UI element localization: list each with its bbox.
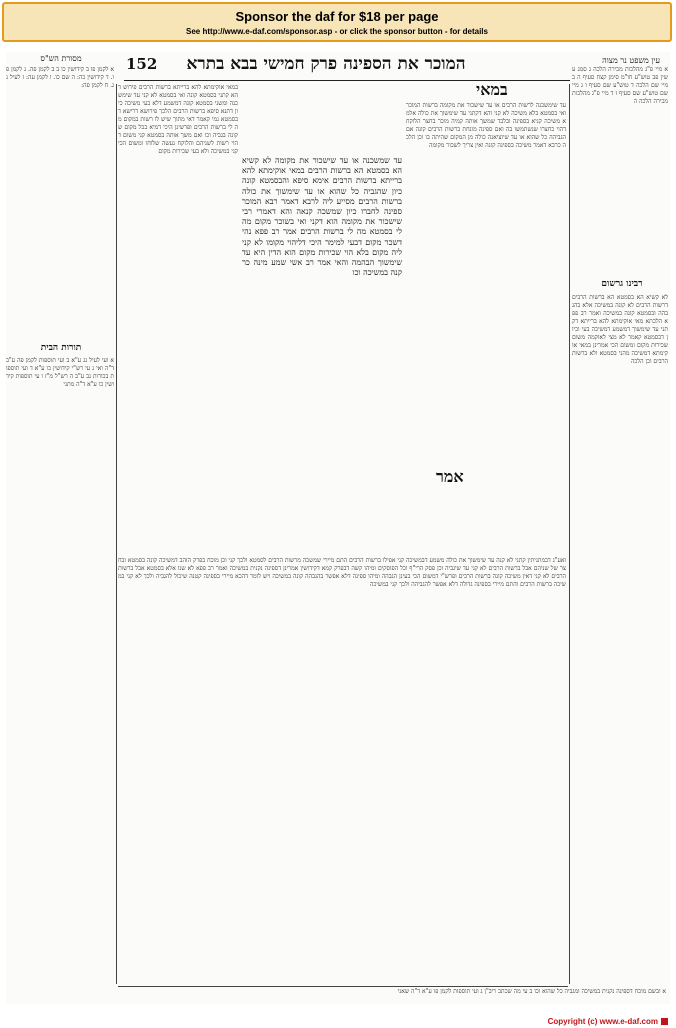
rashi-column: עד שימשכנה לרשות הרבים או עד שישכור את מקומה ברשות המוכר ואי בסמטא בלא משיכה לא קני והא דקתני עד שימשוך את כולה אלמא משיכה קניא בספינה ובלבד שמשך אותה קמיה מוכר בחצר הלוקח דהוי כחצרו שנשתמשו בה ואם ספינה מונחת ברשות הרבים קונה אם הגביהה כל שהוא או עד שיוציאנה כולה מן המקום שהיתה בו וכן הלכה כרבא דאמר משיכה בספינה קונה ואין צריך לשכור מקומה <box>406 102 566 149</box>
rabbenu-gershom-column: לא קשיא הא בסמטא הא ברשות הרבים דרשות הרבים לא קונה במשיכה אלא בהגבהה ובסמטא קונה במשיכה ואמר רב פפא הלכתא מאי אוקימתא להא ברייתא דקתני עד שימשוך דמשמע דמשיכה בעי וכיון דבסמטא קאמר לא מצי לאוקמה משום שכירות מקום ומשום הכי אמרינן במאי אוקימתא דמשיכה מהני בסמטא ולא ברשות הרבים וכן הלכה <box>572 294 668 365</box>
mesores-column: א לקמן פו ב קידושין כו ב ב לקמן פה. ג לקמן פו. ד קידושין כה: ה שם כו. ו לקמן עה: ז לעיל נג. ח לקמן פה: <box>6 66 114 89</box>
sponsor-icon[interactable] <box>661 1018 668 1025</box>
mesores-header: מסורת הש"ס <box>40 54 82 63</box>
page-title: המוכר את הספינה פרק חמישי בבא בתרא <box>186 54 466 74</box>
ein-mishpat-header: עין משפט נר מצוה <box>602 56 660 65</box>
copyright-notice[interactable] <box>548 1017 668 1026</box>
rabbenu-gershom-heading: רבינו גרשום <box>601 279 643 289</box>
tosafos-column: במאי אוקימתא להא ברייתא ברשות הרבים פירוש דהא קתני בסמטא קונה ואי בסמטא לא קני עד שימשכנה ומשני בסמטא קונה דמשמע דלא בעי משיכה כיון דתנא סיפא ברשות הרבים הלכך פירושא דרישא דבסמטא נמי קאמר דאי מתוך שיש לו רשות במקום מה לי ברשות הרבים ופרשינן היכי דמיא בכל מקום שקונה בגביה וכו ואם משך אותה בסמטא קני משום דהוי רשות לשניהם והלוקח נעשה שלוחו ומשום הכי קני במשיכה ולא בעי שכירות מקום <box>118 84 238 155</box>
tosafos-lower-block: ואע"ג דבמתניתין קתני לא קנה עד שימשוך את כולה משמע דבמשיכה קני אפילו ברשות הרבים התם מיירי שמשכה מרשות הרבים לסמטא ולכך קני וכן מוכח בפרק הזהב דמשיכה קונה בסמטא ובחצר של שניהם אבל ברשות הרבים לא קני עד שיגביה וכן פסק הרי"ף וכל הפוסקים ומיהו קשה דבפרק קמא דקידושין אמרינן דספינה נקנית במשיכה ואמר רב פפא לא שנו אלא בסמטא אבל ברשות הרבים לא קני דאין משיכה קונה ברשות הרבים ופרש"י דמשום הכי בעינן הגבהה ומיהו ספינה דלא אפשר בהגבהה קונה במשיכה ויש לומר דהכא מיירי בספינה קטנה שיכול להגביה ולכך לא קני במשיכה ברשות הרבים והתם מיירי בספינה גדולה דלא אפשר להגביהה ולכך קני במשיכה <box>118 557 566 588</box>
sponsor-subtitle[interactable]: See http://www.e-daf.com/sponsor.asp - or click the sponsor button - for details <box>186 27 488 36</box>
column-divider <box>569 84 570 984</box>
bamai-heading: במאי <box>476 80 508 99</box>
column-divider <box>116 84 117 984</box>
footnote: א ובשם מוכח דספינה נקנית במשיכה ומגביה כל שהוא וכו ב עי מה שכתב ריב"ן ג ועי תוספות לקמן פו ע"א ד"ה שאני <box>397 988 666 995</box>
copyright-text[interactable]: Copyright (c) www.e-daf.com <box>547 1017 658 1026</box>
footnote-rule <box>118 986 568 987</box>
amar-heading: אמר <box>436 467 464 486</box>
page-number: 152 <box>126 55 158 73</box>
talmud-page <box>6 52 670 1004</box>
toros-habayis-heading: תורות הבית <box>40 343 82 353</box>
toros-habayis-column: א ועי לעיל נג ע"א ב ועי תוספות לקמן פה ע"ב ד"ה ואי ג עי רש"י קידושין כו ע"א ד ועי תוספות בכורות נב ע"ב ה רש"ל מ"ז ו עי תוספות קידושין כו ע"א ד"ה מתני <box>6 357 114 388</box>
ein-mishpat-column: א מיי פ"ג מהלכות מכירה הלכה ג סמג עשין פב טוש"ע חו"מ סימן קצח סעיף ה ב מיי שם הלכה ד טוש"ע שם סעיף ו ג מיי שם טוש"ע שם סעיף ז ד מיי פ"ג מהלכות מכירה הלכה ה <box>572 66 668 105</box>
gemara-text: עד שמשכנה או עד שישכור את מקומה לא קשיא הא בסמטא הא ברשות הרבים במאי אוקימתא להא ברייתא ברשות הרבים אימא סיפא והבסמטא קונה כיון שהגביה כל שהוא או עד שימשוך את כולה ברשות הרבים מסייע ליה לרבא דאמר רבא המוכר ספינה לחברו כיון שמשכה קנאה והא דאמרי רבי שישכור את מקומה הוא דקני ואי בשוכר מקום מה לי בסמטא מה לי ברשות הרבים אמר רב פפא נהי דשכר מקום דבעי למימר היכי דליהוי מקומו לא קני ליה מקום בלא הוי שכירות מקום הוא הדין היא עד שימשוך הבהמה והאי אמר רב אשי שמע מינה כר קנה במשיכה וכו <box>242 156 402 278</box>
sponsor-title[interactable]: Sponsor the daf for $18 per page <box>235 9 439 24</box>
sponsor-banner[interactable] <box>2 2 672 42</box>
